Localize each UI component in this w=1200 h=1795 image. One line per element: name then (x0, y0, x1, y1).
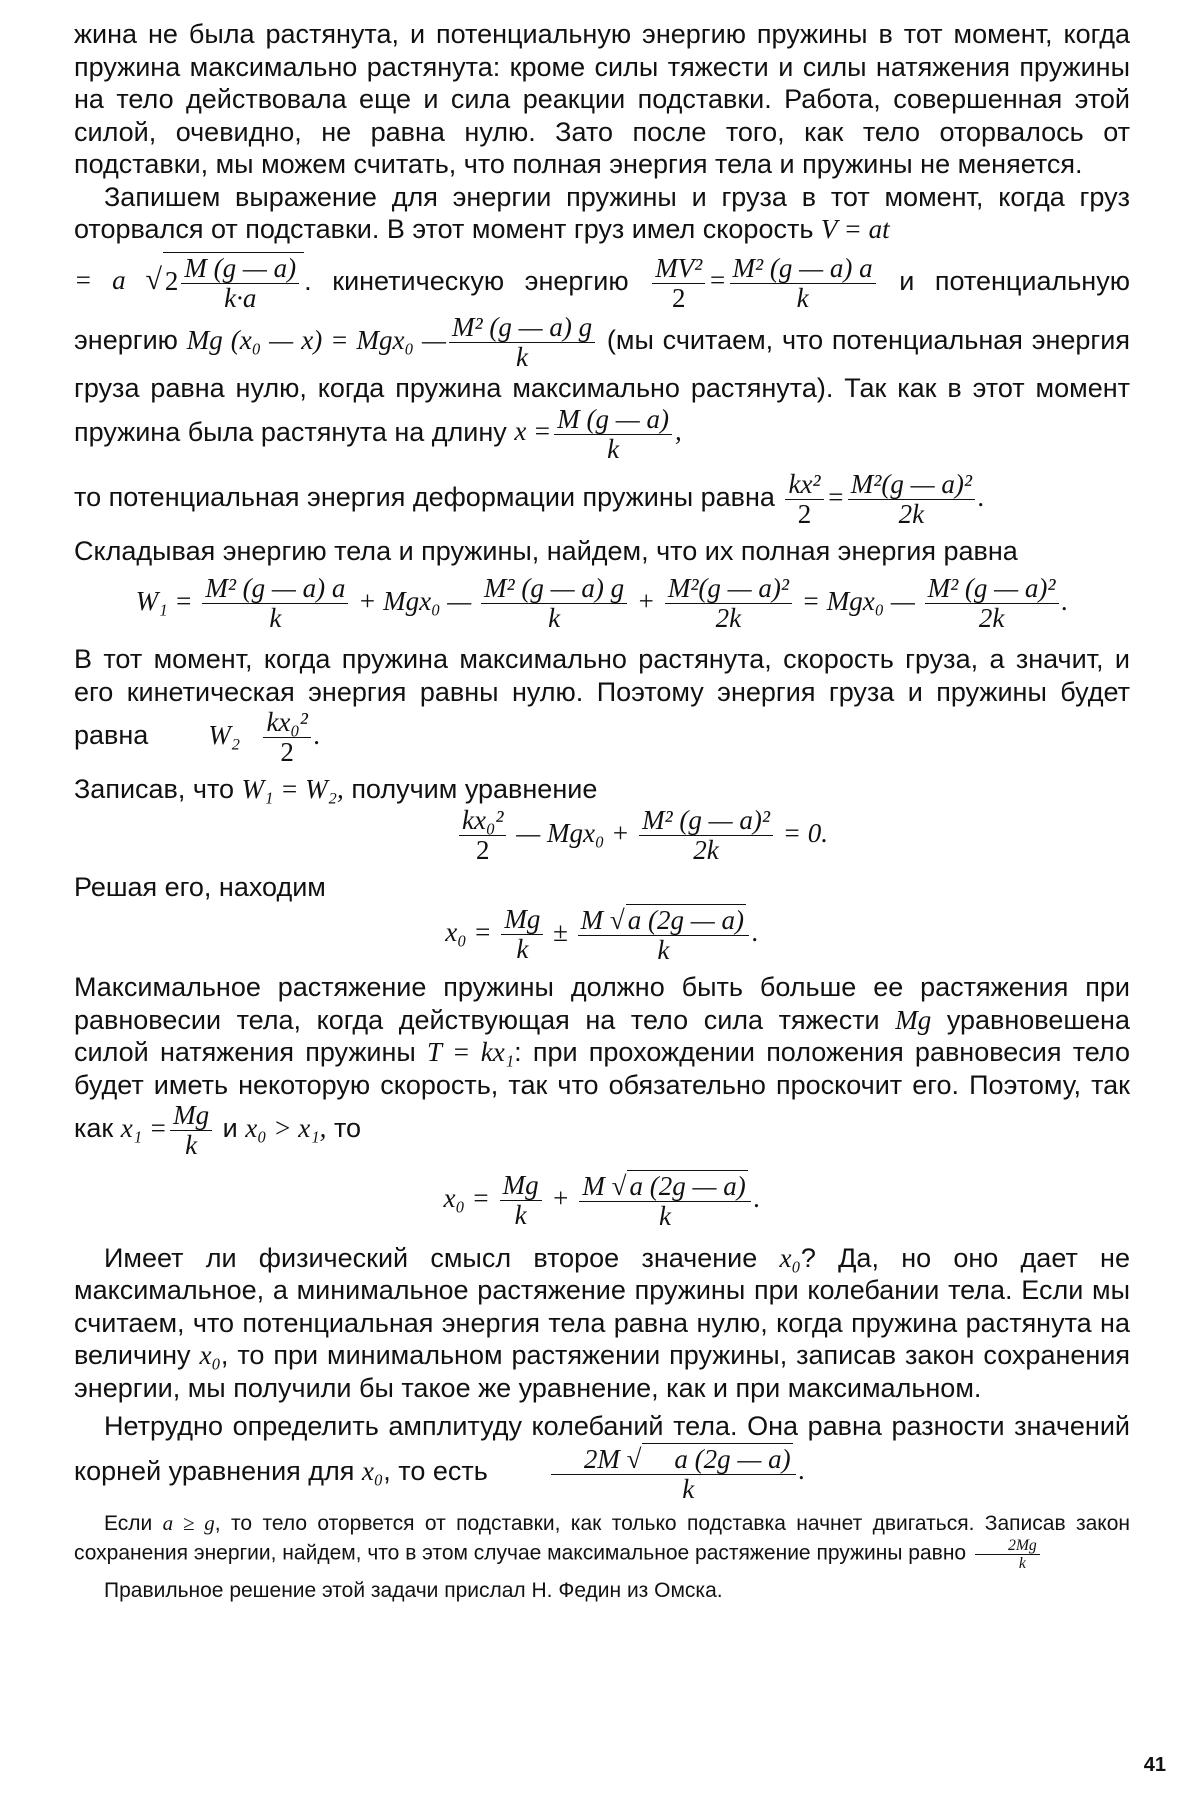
max-stretch-formula: x₀ = $\frac{Mg}{k}$ + $\frac{M √ a (2g — a)}{k}$ . (443, 1170, 761, 1232)
potential-energy-formula: Mg (x₀ — x) = Mgx₀ — $\frac{\text{M² (g — a) g}}{k}$ (187, 325, 598, 355)
paragraph-2-line-3 (74, 470, 1130, 529)
deformation-energy-formula: $\frac{\text{kx²}}{2}$ = $\frac{\text{M²(g — a)²}}{2k}$ . (782, 482, 984, 512)
p2-text-e: то потенциальная энергия деформации пружины равна (74, 481, 775, 512)
paragraph-3 (74, 643, 1130, 767)
paragraph-1: жина не была растянута, и потенциальную энергию пружины в тот момент, когда пружина максимально растянута: кроме силы тяжести и силы натяжения пружины на тело действовала еще и сила реакции подставки. Работа, совершенная этой силой, очевидно, не равна нулю. Зато после того, как тело оторвалось от подставки, мы можем считать, что полная энергия тела и пружины не меняется. (74, 19, 1130, 179)
mg-symbol: Mg (895, 1004, 932, 1035)
p2-text-b: кинетическую энергию (332, 265, 629, 296)
p3-text: В тот момент, когда пружина максимально растянута, скорость груза, а значит, и его кинетическая энергия равны нулю. Поэтому энергия груза и пружины будет равна (74, 644, 1130, 750)
solution-formula: x₀ = $\frac{Mg}{k}$ ± $\frac{M √ a (2g — a)}{k}$ . (445, 903, 759, 965)
page-body (74, 18, 1130, 1604)
paragraph-6: Максимальное растяжение пружины должно быть больше ее растяжения при равновесии тела, когда действующая на тело сила тяжести Mg уравновешена силой натяжения пружины T = kx₁: при прохождении положения равновесия тело будет иметь некоторую скорость, так что обязательно проскочит его. Поэтому, так как x₁ = $\frac{Mg}{k}$ и x₀ > x₁, то (74, 972, 1130, 1161)
inequality-formula: x₀ > x₁, (245, 1112, 327, 1143)
equilibrium-formula: x₁ = $\frac{Mg}{k}$ (121, 1113, 215, 1143)
energy-w2-formula: W₂ $\frac{\text{kx₀²}}{2}$ . (208, 707, 321, 768)
paragraph-2-line-4: Складывая энергию тела и пружины, найдем, что их полная энергия равна (74, 536, 1018, 567)
equation-formula: $\frac{\text{kx₀²}}{2}$ — Mgx₀ + $\frac{\text{M² (g — a)²}}{2k}$ = 0. (114, 806, 1170, 865)
velocity-formula-cont: = a √ 2 $\frac{M (g — a)}{k\cdot a}$ (74, 265, 304, 295)
fraction-velocity: $\frac{M (g — a)}{k\cdot a}$ (181, 254, 299, 313)
p2-text-d: (мы считаем, что потенциальная энергия груза равна нулю, когда пружина максимально растянута). Так как в этот момент пружина была растянута на длину (74, 324, 1130, 447)
p2-text-c: и потенциальную энергию (74, 265, 1130, 355)
w1-equals-w2: W₁ = W₂, (241, 774, 344, 805)
stretch-length-formula: x = $\frac{M (g — a)}{k}$ , (514, 403, 682, 464)
paragraph-7: Имеет ли физический смысл второе значение x₀? Да, но оно дает не максимальное, а минимальное растяжение пружины при колебании тела. Если мы считаем, что потенциальная энергия тела равна нулю, когда пружина растянута на величину x₀, то при минимальном растяжении пружины, записав закон сохранения энергии, мы получили бы такое же уравнение, как и при максимальном. (74, 1242, 1130, 1403)
paragraph-2 (74, 181, 1130, 246)
page-number: 41 (1143, 1754, 1166, 1776)
footnote-formula: $\frac{2Mg}{k}$ (972, 1540, 1043, 1564)
condition-formula: a ≥ g (162, 1510, 215, 1535)
amplitude-formula: $\frac{2M √ a (2g — a)}{k}$ . (548, 1455, 806, 1485)
paragraph-2-line-2: = a √ 2 $\frac{M (g — a)}{k\cdot a}$ . кинетическую энергию $\frac{\text{MV²}}{2}$ = $\frac{\text{M² (g — a) a}}{k}$ и потенциальную энергию Mg (x₀ — x) = Mgx₀ — $\frac{\text{M² (g — a) g}}{k}$ (мы считаем, что потенциальная энергия груза равна нулю, когда пружина максимально растянута). Так как в этот момент пружина была растянута на длину x = $\frac{M (g — a)}{k}$ , (74, 252, 1130, 464)
p2-text-a: Запишем выражение для энергии пружины и груза в тот момент, когда груз оторвался от подставки. В этот момент груз имел скорость (74, 181, 1130, 244)
total-energy-formula-w1: W₁ = $\frac{\text{M² (g — a) a}}{k}$ + Mgx₀ — $\frac{\text{M² (g — a) g}}{k}$ + $\frac{\text{M²(g — a)²}}{2k}$ = Mgx₀ — $\frac{\text{M² (g — a)²}}{2k}$ . (135, 572, 1069, 633)
kinetic-energy-formula: $\frac{\text{MV²}}{2}$ = $\frac{\text{M² (g — a) a}}{k}$ (649, 265, 878, 295)
tension-formula: T = kx₁ (427, 1037, 515, 1067)
paragraph-5: Решая его, находим (74, 872, 326, 903)
credit-line: Правильное решение этой задачи прислал Н. Федин из Омска. (104, 1578, 723, 1602)
paragraph-8: Нетрудно определить амплитуду колебаний тела. Она равна разности значений корней уравнения для x₀, то есть $\frac{2M √ a (2g — a)}{k}$ . (74, 1411, 1130, 1504)
footnote: Если a ≥ g, то тело оторвется от подставки, как только подставка начнет двигаться. Записав закон сохранения энергии, найдем, что в этом случае максимальное растяжение пружины равно $\frac{2Mg}{k}$ (74, 1510, 1130, 1572)
velocity-formula: V = at (820, 214, 890, 244)
paragraph-4: Записав, что W₁ = W₂, получим уравнение (74, 774, 598, 805)
